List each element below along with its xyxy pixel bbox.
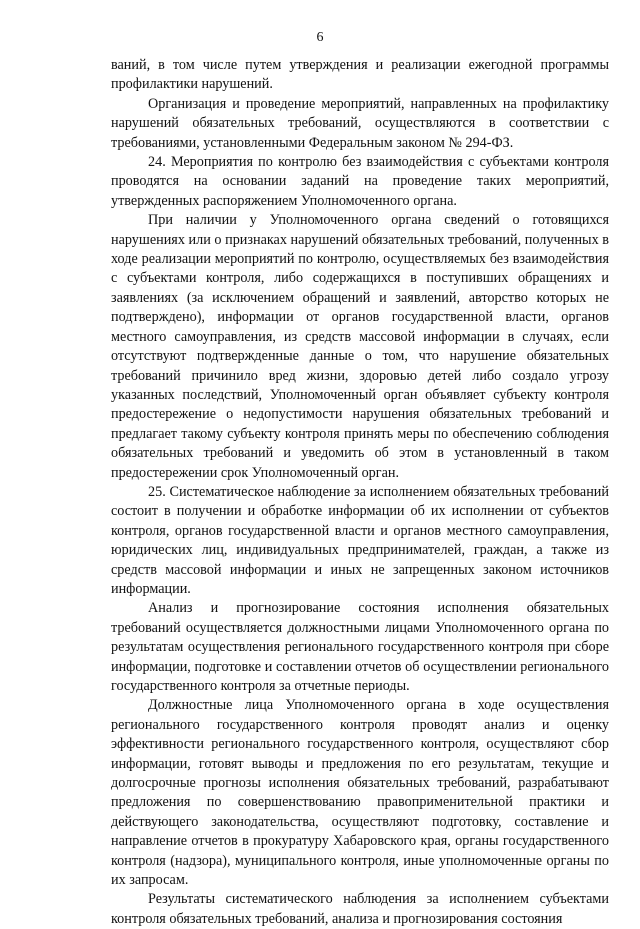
page-number: 6 (316, 30, 324, 45)
paragraph-prevention-events: Организация и проведение мероприятий, направленных на профилактику нарушений обязательных требований, осуществляются в соответствии с требованиями, установленными Федеральным законом № 294-ФЗ. (111, 95, 609, 151)
paragraph-analysis: Анализ и прогнозирование состояния исполнения обязательных требований осуществляется должностными лицами Уполномоченного органа по результатам осуществления регионального государственного контроля при сборе информации, подготовке и составлении отчетов об осуществлении регионального государственного контроля за отчетные периоды. (111, 600, 609, 694)
paragraph-item-25: 25. Систематическое наблюдение за исполнением обязательных требований состоит в получении и обработке информации об их исполнении от субъектов контроля, органов государственной власти и органов местного самоуправления, юридических лиц, индивидуальных предпринимателей, граждан, а также из средств массовой информации и иных не запрещенных законом источников информации. (111, 483, 609, 597)
paragraph-officials: Должностные лица Уполномоченного органа в ходе осуществления регионального государственного контроля проводят анализ и оценку эффективности регионального государственного контроля, осуществляют сбор информации, готовят выводы и предложения по его результатам, текущие и долгосрочные прогнозы исполнения обязательных требований, разрабатывают предложения по совершенствованию правоприменительной практики и действующего законодательства, осуществляют подготовку, составление и направление отчетов в прокуратуру Хабаровского края, органы государственного контроля (надзора), муниципального контроля, иные уполномоченные органы по их запросам. (111, 697, 609, 889)
paragraph-item-24: 24. Мероприятия по контролю без взаимодействия с субъектами контроля проводятся на основании заданий на проведение таких мероприятий, утвержденных распоряжением Уполномоченного органа. (111, 154, 609, 209)
document-body (111, 56, 609, 929)
paragraph-results: Результаты систематического наблюдения за исполнением субъектами контроля обязательных требований, анализа и прогнозирования состояния (111, 891, 609, 927)
paragraph-continuation: ваний, в том числе путем утверждения и реализации ежегодной программы профилактики нарушений. (111, 57, 609, 93)
paragraph-warning: При наличии у Уполномоченного органа сведений о готовящихся нарушениях или о признаках нарушений обязательных требований, полученных в ходе реализации мероприятий по контролю, осуществляемых без взаимодействия с субъектами контроля, либо содержащихся в поступивших обращениях и заявлениях (за исключением обращений и заявлений, авторство которых не подтверждено), информации от органов государственной власти, органов местного самоуправления, из средств массовой информации в случаях, если отсутствуют подтвержденные данные о том, что нарушение обязательных требований причинило вред жизни, здоровью детей либо создало угрозу указанных последствий, Уполномоченный орган объявляет субъекту контроля предостережение о недопустимости нарушения обязательных требований и предлагает такому субъекту контроля принять меры по обеспечению соблюдения обязательных требований и уведомить об этом в установленный в таком предостережении срок Уполномоченный орган. (111, 212, 609, 481)
